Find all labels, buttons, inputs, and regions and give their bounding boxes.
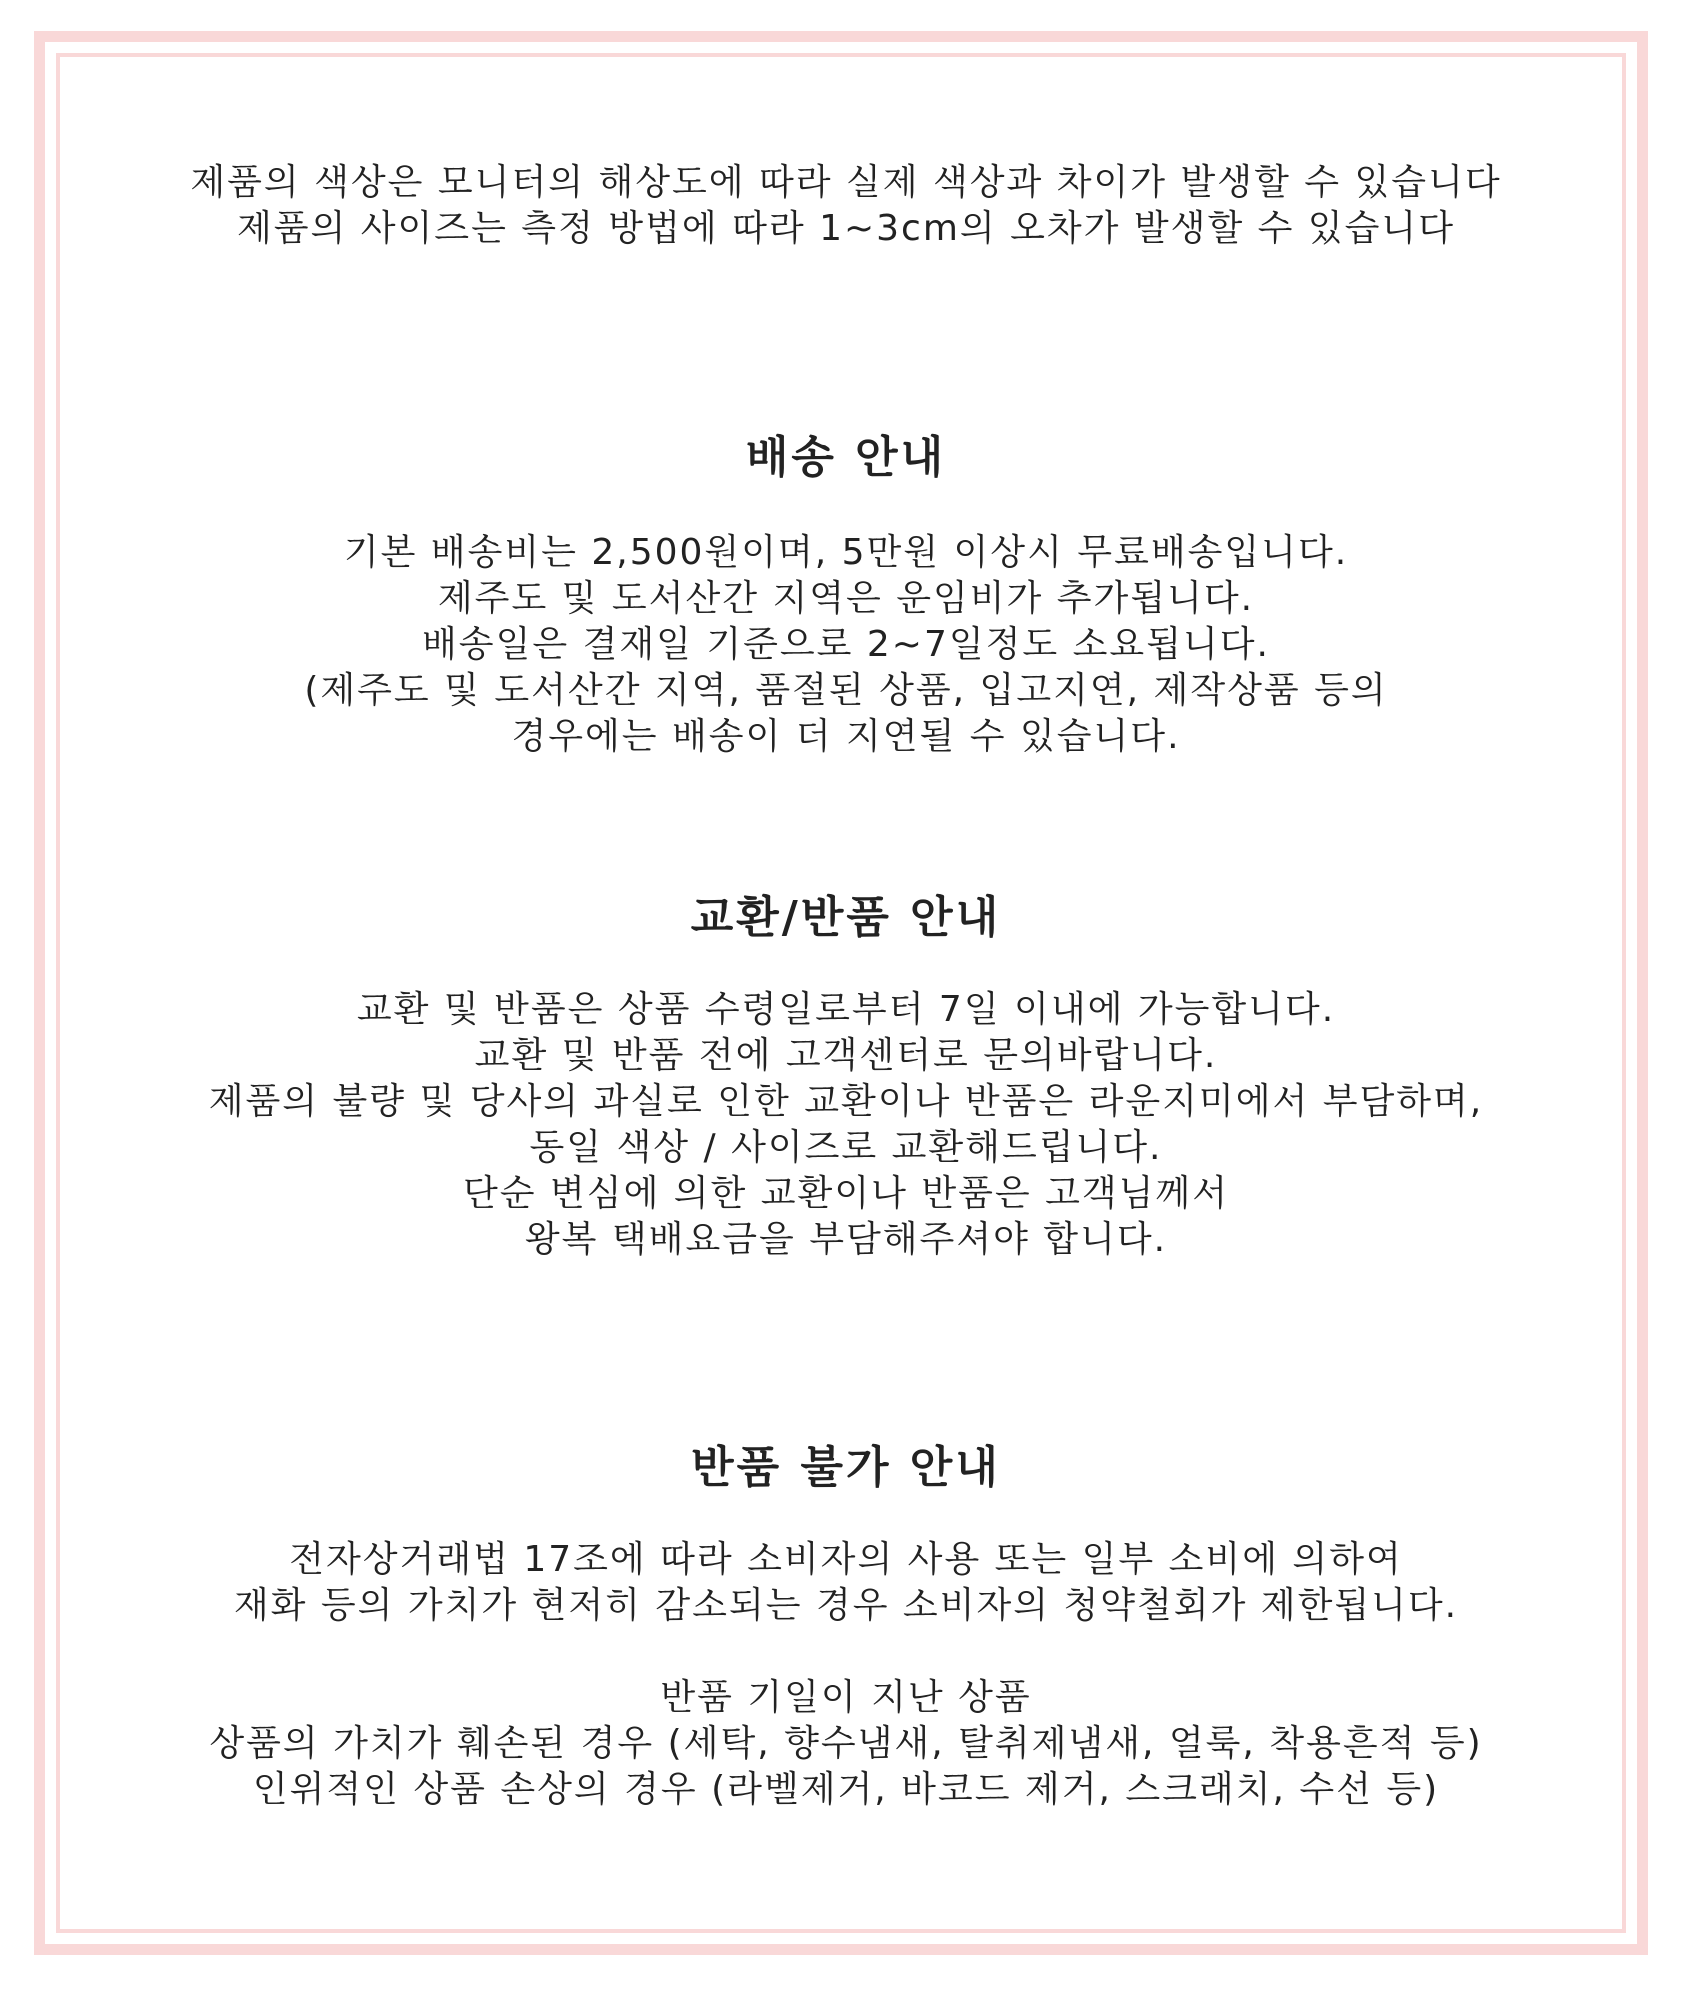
exchange-line: 단순 변심에 의한 교환이나 반품은 고객님께서 xyxy=(463,1173,1229,1214)
no-refund-item: 인위적인 상품 손상의 경우 (라벨제거, 바코드 제거, 스크래치, 수선 등) xyxy=(252,1769,1440,1810)
shipping-line: 기본 배송비는 2,500원이며, 5만원 이상시 무료배송입니다. xyxy=(343,532,1349,573)
no-refund-items xyxy=(60,1675,1632,1813)
section-heading: 반품 불가 안내 xyxy=(691,1442,1001,1493)
section-heading: 교환/반품 안내 xyxy=(690,892,1002,943)
shipping-line: 제주도 및 도서산간 지역은 운임비가 추가됩니다. xyxy=(437,578,1255,619)
shipping-section-body xyxy=(60,530,1632,760)
notice-line: 제품의 사이즈는 측정 방법에 따라 1~3cm의 오차가 발생할 수 있습니다 xyxy=(236,208,1455,249)
notice-page xyxy=(60,0,1632,2002)
exchange-line: 교환 및 반품 전에 고객센터로 문의바랍니다. xyxy=(474,1035,1218,1076)
exchange-line: 제품의 불량 및 당사의 과실로 인한 교환이나 반품은 라운지미에서 부담하며, xyxy=(208,1081,1484,1122)
exchange-line: 왕복 택배요금을 부담해주셔야 합니다. xyxy=(524,1219,1168,1260)
no-refund-item: 반품 기일이 지난 상품 xyxy=(660,1677,1032,1718)
shipping-line: (제주도 및 도서산간 지역, 품절된 상품, 입고지연, 제작상품 등의 xyxy=(304,670,1388,711)
no-refund-item: 상품의 가치가 훼손된 경우 (세탁, 향수냄새, 탈취제냄새, 얼룩, 착용흔적 등) xyxy=(209,1723,1483,1764)
no-refund-line: 전자상거래법 17조에 따라 소비자의 사용 또는 일부 소비에 의하여 xyxy=(289,1539,1403,1580)
no-refund-line: 재화 등의 가치가 현저히 감소되는 경우 소비자의 청약철회가 제한됩니다. xyxy=(233,1585,1459,1626)
exchange-line: 동일 색상 / 사이즈로 교환해드립니다. xyxy=(529,1127,1163,1168)
shipping-line: 배송일은 결재일 기준으로 2~7일정도 소요됩니다. xyxy=(422,624,1270,665)
section-heading: 배송 안내 xyxy=(745,432,947,483)
shipping-section-title xyxy=(60,430,1632,486)
product-notice xyxy=(60,160,1632,252)
exchange-line: 교환 및 반품은 상품 수령일로부터 7일 이내에 가능합니다. xyxy=(356,989,1336,1030)
exchange-section-title xyxy=(60,890,1632,946)
notice-line: 제품의 색상은 모니터의 해상도에 따라 실제 색상과 차이가 발생할 수 있습니다 xyxy=(190,162,1502,203)
shipping-line: 경우에는 배송이 더 지연될 수 있습니다. xyxy=(511,716,1181,757)
exchange-section-body xyxy=(60,987,1632,1263)
no-refund-section-title xyxy=(60,1440,1632,1496)
no-refund-section-body xyxy=(60,1537,1632,1629)
